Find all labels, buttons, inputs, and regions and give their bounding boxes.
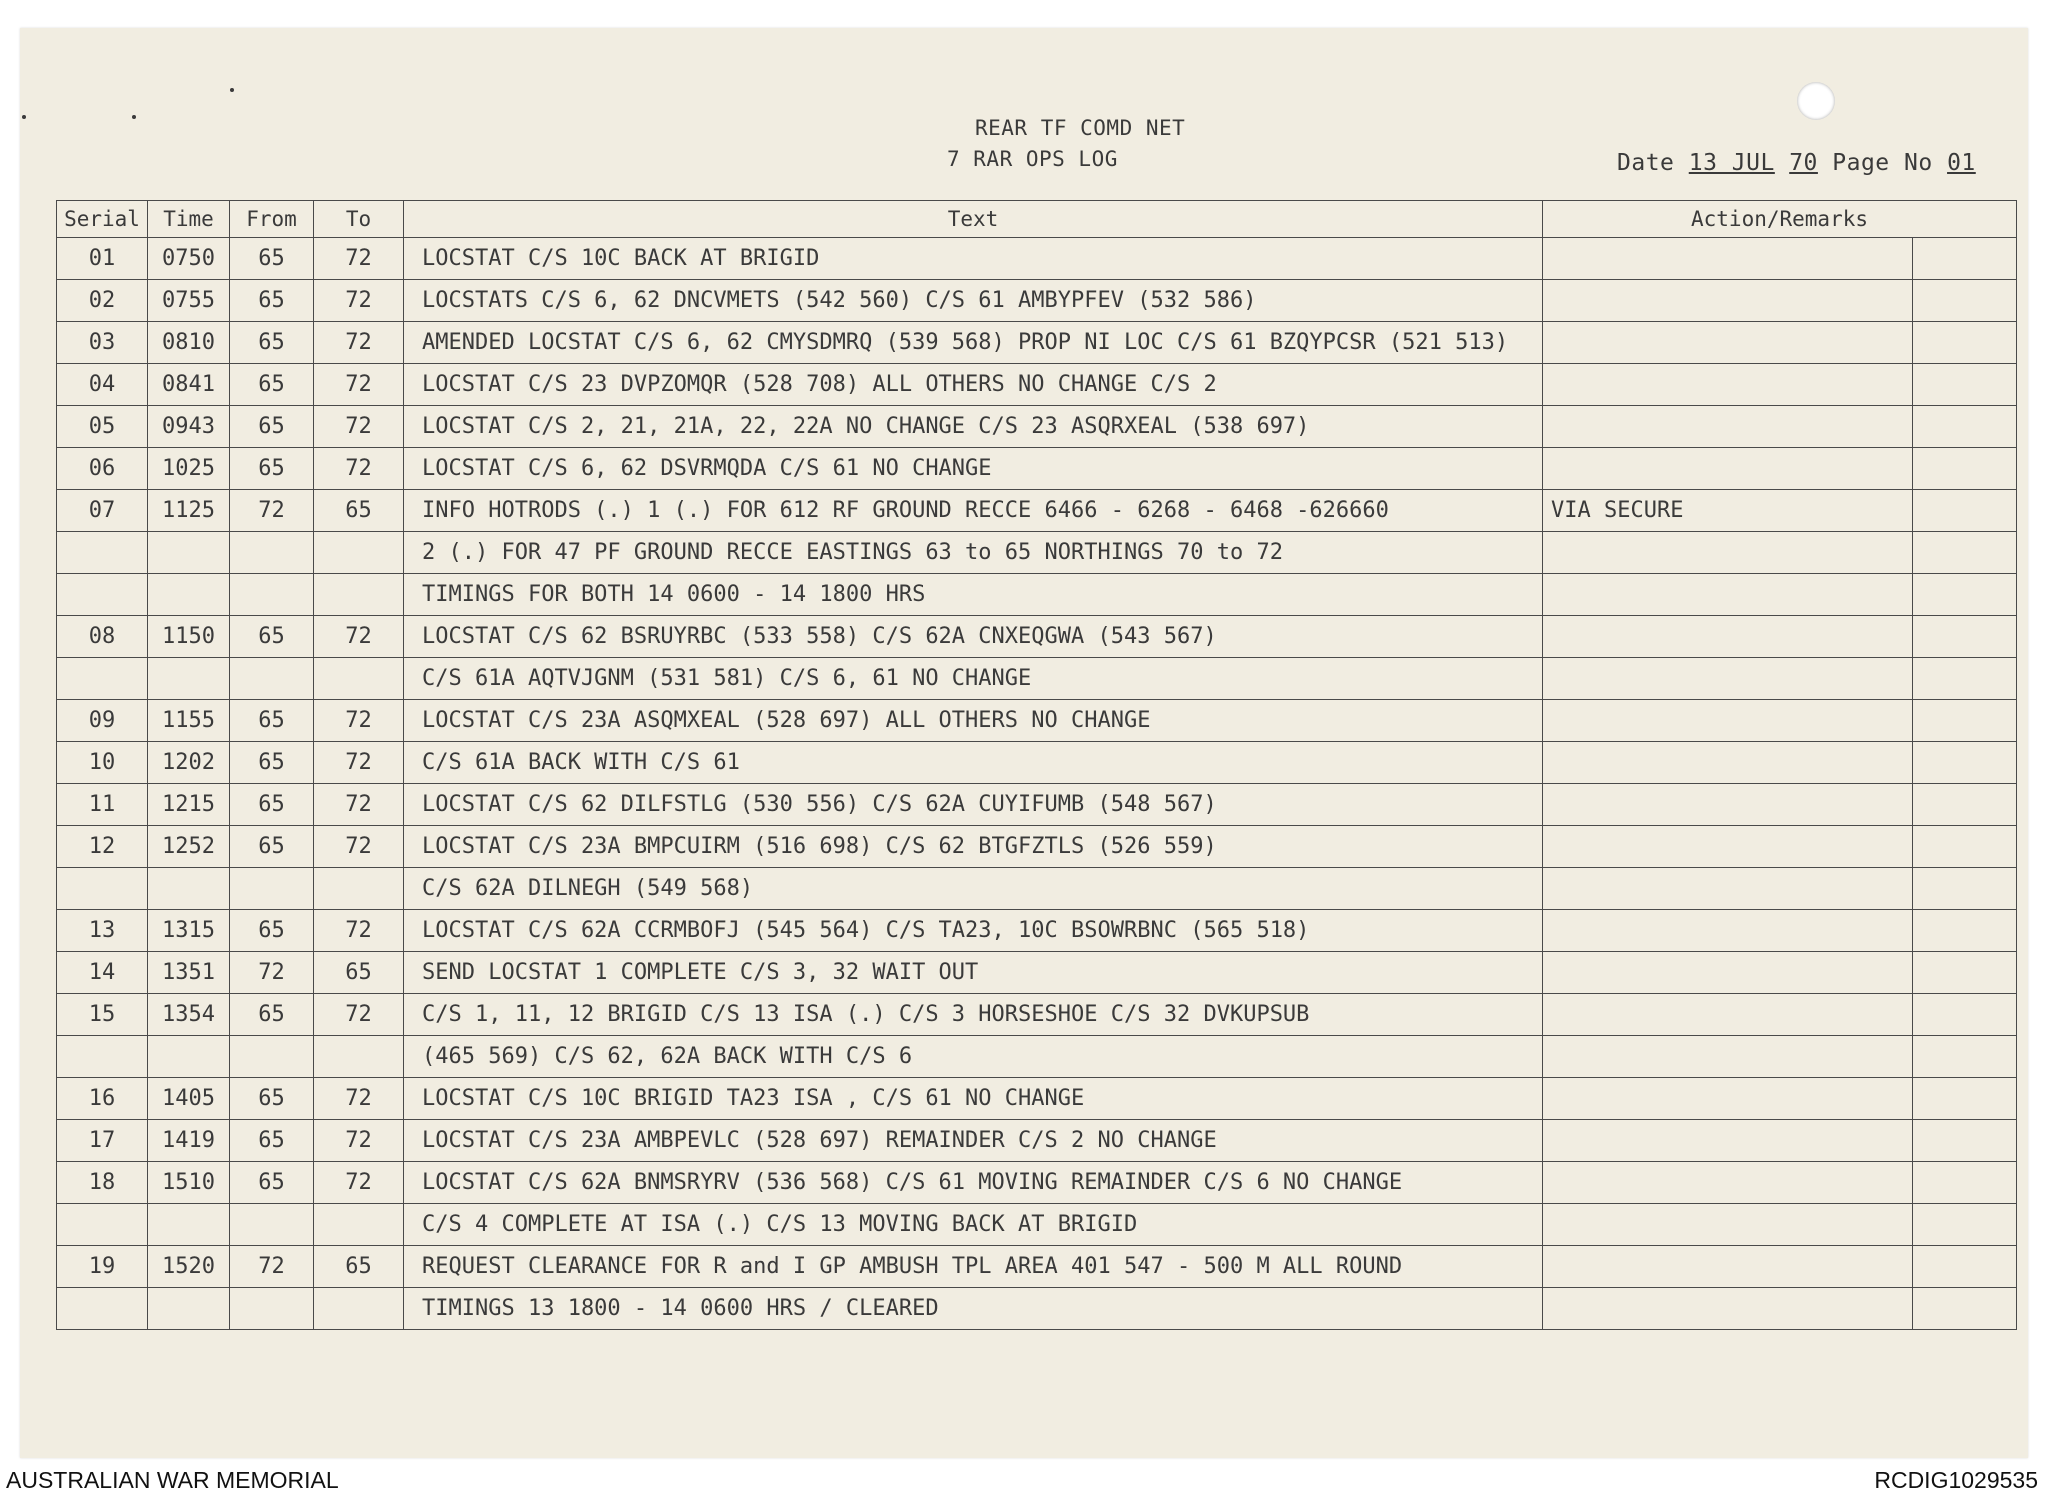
remarks-cell: [1543, 448, 1913, 490]
text-cell: LOCSTAT C/S 23A BMPCUIRM (516 698) C/S 62 BTGFZTLS (526 559): [404, 826, 1543, 868]
remarks-sub-cell: [1913, 1204, 2017, 1246]
remarks-sub-cell: [1913, 1162, 2017, 1204]
remarks-cell: [1543, 616, 1913, 658]
to-cell: 65: [314, 490, 404, 532]
time-cell: 1520: [148, 1246, 230, 1288]
text-cell: LOCSTAT C/S 10C BACK AT BRIGID: [404, 238, 1543, 280]
serial-cell: 05: [57, 406, 148, 448]
text-cell: SEND LOCSTAT 1 COMPLETE C/S 3, 32 WAIT OUT: [404, 952, 1543, 994]
from-cell: 72: [230, 952, 314, 994]
time-cell: [148, 868, 230, 910]
serial-cell: [57, 574, 148, 616]
text-cell: LOCSTAT C/S 62A BNMSRYRV (536 568) C/S 61 MOVING REMAINDER C/S 6 NO CHANGE: [404, 1162, 1543, 1204]
from-cell: 65: [230, 1120, 314, 1162]
table-row: [57, 658, 2017, 700]
paper-speck: [132, 115, 136, 119]
to-cell: [314, 1204, 404, 1246]
time-cell: 1510: [148, 1162, 230, 1204]
to-cell: 72: [314, 364, 404, 406]
serial-cell: 07: [57, 490, 148, 532]
serial-cell: 02: [57, 280, 148, 322]
table-row: [57, 490, 2017, 532]
from-cell: [230, 1288, 314, 1330]
from-cell: 65: [230, 238, 314, 280]
table-row: [57, 1246, 2017, 1288]
table-row: [57, 1162, 2017, 1204]
time-cell: [148, 1288, 230, 1330]
time-cell: 1215: [148, 784, 230, 826]
remarks-sub-cell: [1913, 952, 2017, 994]
remarks-cell: [1543, 1036, 1913, 1078]
table-header-row: [57, 201, 2017, 238]
remarks-cell: [1543, 658, 1913, 700]
time-cell: 1252: [148, 826, 230, 868]
from-cell: 65: [230, 1162, 314, 1204]
from-cell: 65: [230, 1078, 314, 1120]
remarks-cell: [1543, 700, 1913, 742]
text-cell: C/S 61A AQTVJGNM (531 581) C/S 6, 61 NO CHANGE: [404, 658, 1543, 700]
text-cell: REQUEST CLEARANCE FOR R and I GP AMBUSH TPL AREA 401 547 - 500 M ALL ROUND: [404, 1246, 1543, 1288]
from-cell: 65: [230, 994, 314, 1036]
serial-cell: 14: [57, 952, 148, 994]
table-row: [57, 742, 2017, 784]
time-cell: 0943: [148, 406, 230, 448]
paper-speck: [230, 88, 234, 92]
text-cell: LOCSTAT C/S 62A CCRMBOFJ (545 564) C/S TA23, 10C BSOWRBNC (565 518): [404, 910, 1543, 952]
remarks-sub-cell: [1913, 1288, 2017, 1330]
time-cell: 1202: [148, 742, 230, 784]
table-row: [57, 1120, 2017, 1162]
to-cell: 72: [314, 1162, 404, 1204]
record-id: RCDIG1029535: [1874, 1467, 2038, 1493]
time-cell: [148, 574, 230, 616]
text-cell: TIMINGS FOR BOTH 14 0600 - 14 1800 HRS: [404, 574, 1543, 616]
remarks-cell: [1543, 1078, 1913, 1120]
text-cell: LOCSTATS C/S 6, 62 DNCVMETS (542 560) C/S 61 AMBYPFEV (532 586): [404, 280, 1543, 322]
remarks-sub-cell: [1913, 406, 2017, 448]
to-cell: 65: [314, 1246, 404, 1288]
serial-cell: [57, 868, 148, 910]
to-cell: [314, 868, 404, 910]
table-row: [57, 574, 2017, 616]
from-cell: 65: [230, 826, 314, 868]
time-cell: 1354: [148, 994, 230, 1036]
remarks-sub-cell: [1913, 994, 2017, 1036]
col-from: From: [230, 201, 314, 238]
remarks-cell: [1543, 1204, 1913, 1246]
time-cell: 0810: [148, 322, 230, 364]
text-cell: INFO HOTRODS (.) 1 (.) FOR 612 RF GROUND RECCE 6466 - 6268 - 6468 -626660: [404, 490, 1543, 532]
to-cell: 72: [314, 1078, 404, 1120]
serial-cell: 03: [57, 322, 148, 364]
serial-cell: 04: [57, 364, 148, 406]
time-cell: 1025: [148, 448, 230, 490]
serial-cell: 11: [57, 784, 148, 826]
to-cell: [314, 574, 404, 616]
page-value: 01: [1947, 150, 1976, 176]
paper-speck: [22, 115, 26, 119]
table-row: [57, 406, 2017, 448]
time-cell: 0755: [148, 280, 230, 322]
remarks-cell: [1543, 952, 1913, 994]
from-cell: [230, 658, 314, 700]
from-cell: 65: [230, 322, 314, 364]
serial-cell: 08: [57, 616, 148, 658]
text-cell: LOCSTAT C/S 6, 62 DSVRMQDA C/S 61 NO CHANGE: [404, 448, 1543, 490]
to-cell: 72: [314, 322, 404, 364]
text-cell: LOCSTAT C/S 23A ASQMXEAL (528 697) ALL OTHERS NO CHANGE: [404, 700, 1543, 742]
text-cell: TIMINGS 13 1800 - 14 0600 HRS / CLEARED: [404, 1288, 1543, 1330]
remarks-sub-cell: [1913, 658, 2017, 700]
table-row: [57, 784, 2017, 826]
text-cell: C/S 62A DILNEGH (549 568): [404, 868, 1543, 910]
serial-cell: 12: [57, 826, 148, 868]
table-row: [57, 616, 2017, 658]
to-cell: 72: [314, 784, 404, 826]
text-cell: LOCSTAT C/S 10C BRIGID TA23 ISA , C/S 61 NO CHANGE: [404, 1078, 1543, 1120]
serial-cell: 10: [57, 742, 148, 784]
to-cell: 65: [314, 952, 404, 994]
remarks-sub-cell: [1913, 1246, 2017, 1288]
from-cell: [230, 1036, 314, 1078]
col-text: Text: [404, 201, 1543, 238]
time-cell: [148, 658, 230, 700]
table-row: [57, 322, 2017, 364]
table-row: [57, 448, 2017, 490]
from-cell: [230, 532, 314, 574]
time-cell: 1351: [148, 952, 230, 994]
serial-cell: [57, 658, 148, 700]
from-cell: 72: [230, 1246, 314, 1288]
remarks-sub-cell: [1913, 448, 2017, 490]
table-row: [57, 238, 2017, 280]
from-cell: [230, 868, 314, 910]
col-time: Time: [148, 201, 230, 238]
remarks-cell: [1543, 406, 1913, 448]
text-cell: LOCSTAT C/S 2, 21, 21A, 22, 22A NO CHANGE C/S 23 ASQRXEAL (538 697): [404, 406, 1543, 448]
from-cell: [230, 1204, 314, 1246]
to-cell: 72: [314, 616, 404, 658]
table-row: [57, 910, 2017, 952]
table-row: [57, 280, 2017, 322]
time-cell: 1419: [148, 1120, 230, 1162]
from-cell: 65: [230, 700, 314, 742]
time-cell: 1125: [148, 490, 230, 532]
col-serial: Serial: [57, 201, 148, 238]
page-label: Page No: [1832, 150, 1933, 176]
remarks-cell: [1543, 1246, 1913, 1288]
to-cell: [314, 1036, 404, 1078]
table-row: [57, 994, 2017, 1036]
remarks-sub-cell: [1913, 742, 2017, 784]
remarks-cell: [1543, 532, 1913, 574]
remarks-cell: [1543, 1288, 1913, 1330]
from-cell: 65: [230, 784, 314, 826]
remarks-cell: [1543, 1162, 1913, 1204]
time-cell: 0750: [148, 238, 230, 280]
text-cell: LOCSTAT C/S 23A AMBPEVLC (528 697) REMAINDER C/S 2 NO CHANGE: [404, 1120, 1543, 1162]
from-cell: 72: [230, 490, 314, 532]
serial-cell: 06: [57, 448, 148, 490]
time-cell: 0841: [148, 364, 230, 406]
remarks-sub-cell: [1913, 280, 2017, 322]
remarks-sub-cell: [1913, 868, 2017, 910]
table-row: [57, 364, 2017, 406]
table-row: [57, 826, 2017, 868]
remarks-cell: [1543, 910, 1913, 952]
to-cell: 72: [314, 1120, 404, 1162]
remarks-cell: [1543, 742, 1913, 784]
table-row: [57, 1204, 2017, 1246]
serial-cell: [57, 1204, 148, 1246]
to-cell: 72: [314, 826, 404, 868]
table-row: [57, 952, 2017, 994]
remarks-cell: [1543, 994, 1913, 1036]
remarks-sub-cell: [1913, 532, 2017, 574]
remarks-sub-cell: [1913, 322, 2017, 364]
remarks-cell: VIA SECURE: [1543, 490, 1913, 532]
remarks-sub-cell: [1913, 574, 2017, 616]
to-cell: 72: [314, 700, 404, 742]
remarks-cell: [1543, 826, 1913, 868]
time-cell: 1405: [148, 1078, 230, 1120]
remarks-sub-cell: [1913, 238, 2017, 280]
from-cell: 65: [230, 280, 314, 322]
from-cell: 65: [230, 910, 314, 952]
from-cell: 65: [230, 616, 314, 658]
table-row: [57, 1288, 2017, 1330]
text-cell: C/S 1, 11, 12 BRIGID C/S 13 ISA (.) C/S 3 HORSESHOE C/S 32 DVKUPSUB: [404, 994, 1543, 1036]
to-cell: 72: [314, 448, 404, 490]
remarks-cell: [1543, 322, 1913, 364]
from-cell: 65: [230, 448, 314, 490]
serial-cell: 01: [57, 238, 148, 280]
remarks-cell: [1543, 280, 1913, 322]
serial-cell: 18: [57, 1162, 148, 1204]
to-cell: 72: [314, 994, 404, 1036]
table-row: [57, 1078, 2017, 1120]
remarks-sub-cell: [1913, 1078, 2017, 1120]
from-cell: [230, 574, 314, 616]
serial-cell: 16: [57, 1078, 148, 1120]
to-cell: [314, 1288, 404, 1330]
text-cell: LOCSTAT C/S 62 BSRUYRBC (533 558) C/S 62A CNXEQGWA (543 567): [404, 616, 1543, 658]
text-cell: C/S 61A BACK WITH C/S 61: [404, 742, 1543, 784]
net-title: REAR TF COMD NET: [975, 116, 1186, 140]
col-to: To: [314, 201, 404, 238]
time-cell: 1150: [148, 616, 230, 658]
remarks-cell: [1543, 364, 1913, 406]
to-cell: [314, 532, 404, 574]
to-cell: [314, 658, 404, 700]
time-cell: 1155: [148, 700, 230, 742]
from-cell: 65: [230, 364, 314, 406]
table-row: [57, 532, 2017, 574]
to-cell: 72: [314, 280, 404, 322]
serial-cell: 15: [57, 994, 148, 1036]
to-cell: 72: [314, 742, 404, 784]
text-cell: 2 (.) FOR 47 PF GROUND RECCE EASTINGS 63 to 65 NORTHINGS 70 to 72: [404, 532, 1543, 574]
date-year: 70: [1789, 150, 1818, 176]
punch-hole: [1797, 82, 1835, 120]
remarks-sub-cell: [1913, 700, 2017, 742]
ops-log-table: [56, 200, 2017, 1330]
text-cell: LOCSTAT C/S 62 DILFSTLG (530 556) C/S 62A CUYIFUMB (548 567): [404, 784, 1543, 826]
table-row: [57, 868, 2017, 910]
serial-cell: [57, 1036, 148, 1078]
date-line: [1617, 150, 1976, 176]
col-remarks: Action/Remarks: [1543, 201, 2017, 238]
remarks-sub-cell: [1913, 616, 2017, 658]
remarks-sub-cell: [1913, 1036, 2017, 1078]
remarks-sub-cell: [1913, 1120, 2017, 1162]
remarks-cell: [1543, 1120, 1913, 1162]
text-cell: LOCSTAT C/S 23 DVPZOMQR (528 708) ALL OTHERS NO CHANGE C/S 2: [404, 364, 1543, 406]
table-row: [57, 1036, 2017, 1078]
remarks-sub-cell: [1913, 490, 2017, 532]
remarks-sub-cell: [1913, 826, 2017, 868]
log-title: 7 RAR OPS LOG: [947, 147, 1118, 171]
remarks-cell: [1543, 784, 1913, 826]
serial-cell: 19: [57, 1246, 148, 1288]
from-cell: 65: [230, 742, 314, 784]
time-cell: 1315: [148, 910, 230, 952]
archive-credit: AUSTRALIAN WAR MEMORIAL: [6, 1467, 339, 1493]
text-cell: AMENDED LOCSTAT C/S 6, 62 CMYSDMRQ (539 568) PROP NI LOC C/S 61 BZQYPCSR (521 513): [404, 322, 1543, 364]
to-cell: 72: [314, 910, 404, 952]
serial-cell: [57, 532, 148, 574]
table-body: [57, 238, 2017, 1330]
date-label: Date: [1617, 150, 1675, 176]
remarks-sub-cell: [1913, 784, 2017, 826]
time-cell: [148, 1036, 230, 1078]
remarks-cell: [1543, 574, 1913, 616]
serial-cell: [57, 1288, 148, 1330]
to-cell: 72: [314, 406, 404, 448]
remarks-sub-cell: [1913, 910, 2017, 952]
to-cell: 72: [314, 238, 404, 280]
text-cell: C/S 4 COMPLETE AT ISA (.) C/S 13 MOVING BACK AT BRIGID: [404, 1204, 1543, 1246]
serial-cell: 17: [57, 1120, 148, 1162]
time-cell: [148, 1204, 230, 1246]
remarks-cell: [1543, 238, 1913, 280]
serial-cell: 09: [57, 700, 148, 742]
remarks-cell: [1543, 868, 1913, 910]
text-cell: (465 569) C/S 62, 62A BACK WITH C/S 6: [404, 1036, 1543, 1078]
remarks-sub-cell: [1913, 364, 2017, 406]
time-cell: [148, 532, 230, 574]
date-value: 13 JUL: [1688, 150, 1775, 176]
serial-cell: 13: [57, 910, 148, 952]
table-row: [57, 700, 2017, 742]
from-cell: 65: [230, 406, 314, 448]
